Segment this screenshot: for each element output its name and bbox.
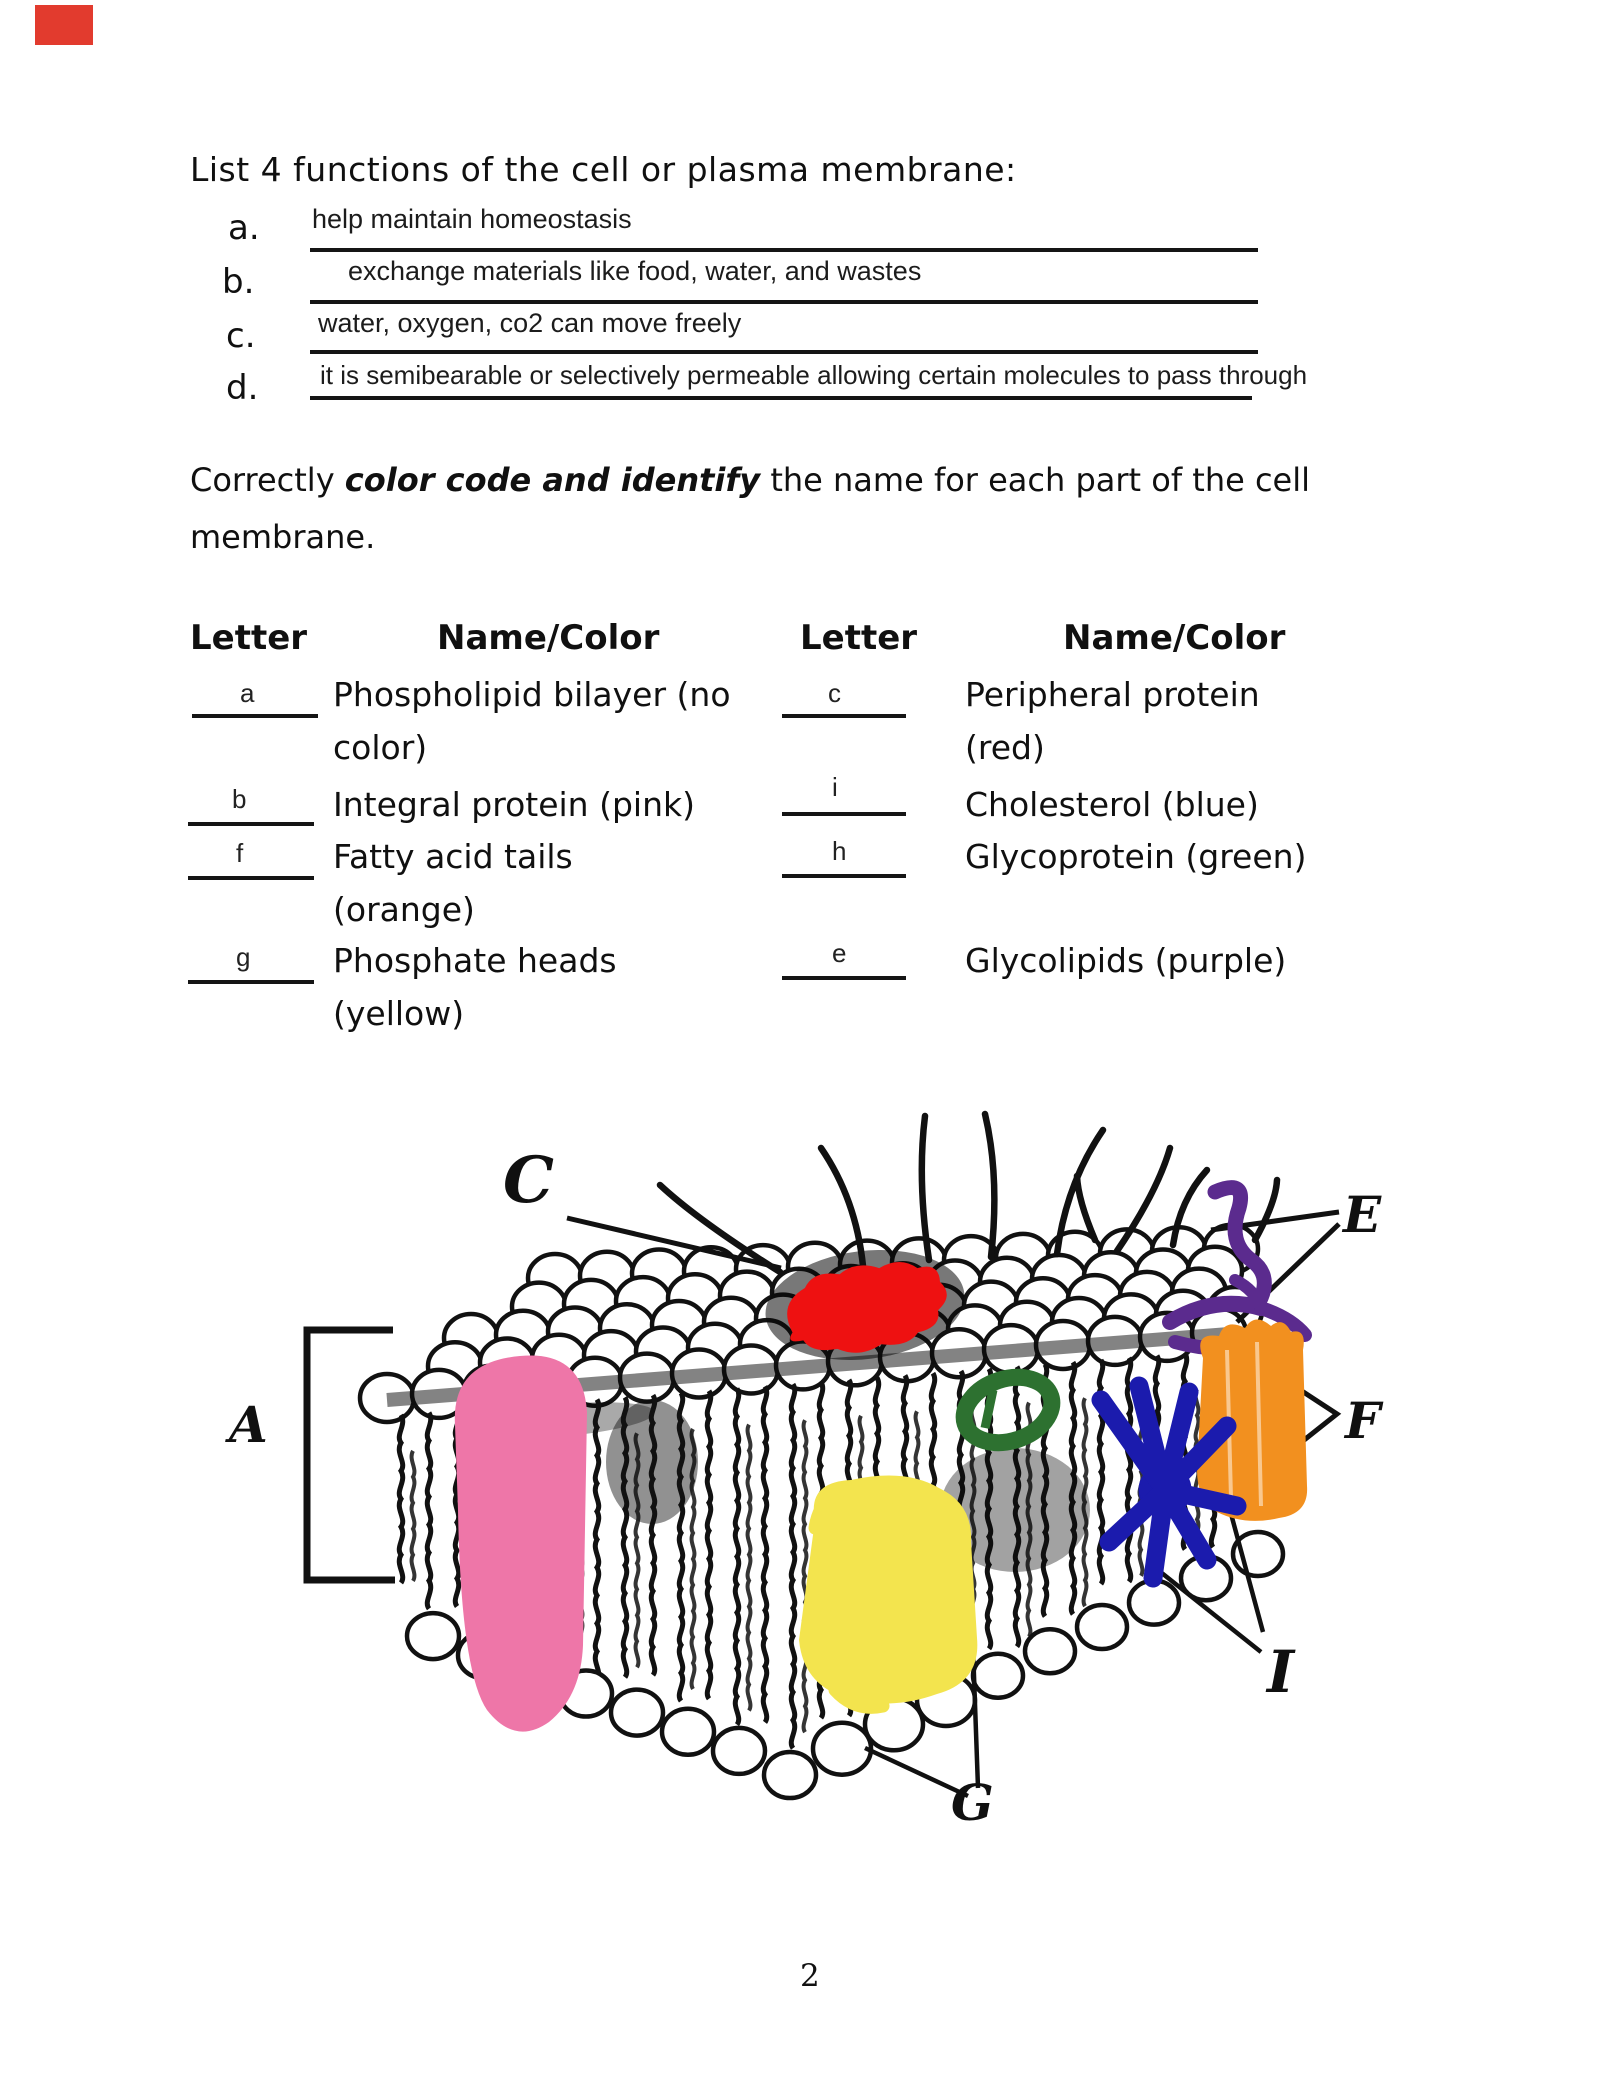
blank-letter-h: h bbox=[832, 836, 847, 866]
blank-line-a bbox=[192, 714, 318, 718]
blank-line-i bbox=[782, 812, 906, 816]
blank-letter-b: b bbox=[232, 784, 247, 814]
fatty-acid-orange-blob bbox=[1197, 1319, 1307, 1520]
membrane-diagram bbox=[215, 1090, 1455, 1850]
answer-a: help maintain homeostasis bbox=[312, 204, 632, 234]
blank-letter-c: c bbox=[828, 678, 841, 708]
instructions-suffix: the name for each part of the cell bbox=[760, 461, 1311, 499]
blank-letter-g: g bbox=[236, 942, 251, 972]
answer-line-a bbox=[310, 248, 1258, 252]
blank-letter-a: a bbox=[240, 678, 255, 708]
blank-line-h bbox=[782, 874, 906, 878]
left-row-4-name: Phosphate heads (yellow) bbox=[333, 941, 617, 1033]
right-row-2-name: Cholesterol (blue) bbox=[965, 785, 1259, 824]
instructions-paragraph bbox=[190, 452, 1480, 566]
blank-line-g bbox=[188, 980, 314, 984]
diagram-label-a: A bbox=[229, 1395, 268, 1454]
answer-d: it is semibearable or selectively permeable allowing certain molecules to pass through bbox=[320, 360, 1308, 390]
header-namecolor-left: Name/Color bbox=[437, 618, 660, 658]
blank-letter-e: e bbox=[832, 938, 847, 968]
blank-letter-i: i bbox=[832, 772, 838, 802]
answer-c: water, oxygen, co2 can move freely bbox=[318, 308, 742, 338]
item-label-b: b. bbox=[222, 262, 255, 302]
header-namecolor-right: Name/Color bbox=[1063, 618, 1286, 658]
diagram-label-c: C bbox=[503, 1143, 554, 1218]
diagram-label-f: F bbox=[1345, 1391, 1381, 1450]
blank-line-c bbox=[782, 714, 906, 718]
bracket-a bbox=[307, 1330, 395, 1580]
phosphate-head-yellow-blob bbox=[799, 1476, 977, 1708]
left-row-1-name: Phospholipid bilayer (no color) bbox=[333, 675, 731, 767]
header-letter-left: Letter bbox=[190, 618, 308, 658]
integral-protein-pink-blob bbox=[455, 1355, 587, 1731]
right-row-4-name: Glycolipids (purple) bbox=[965, 941, 1287, 980]
item-label-d: d. bbox=[226, 368, 259, 408]
corner-red-mark bbox=[35, 5, 93, 45]
right-row-3-name: Glycoprotein (green) bbox=[965, 837, 1307, 876]
item-label-a: a. bbox=[228, 208, 260, 248]
right-row-1-name: Peripheral protein (red) bbox=[965, 675, 1260, 767]
answer-b: exchange materials like food, water, and wastes bbox=[348, 256, 922, 286]
left-row-2-name: Integral protein (pink) bbox=[333, 785, 695, 824]
answer-line-c bbox=[310, 350, 1258, 354]
instructions-emphasis: color code and identify bbox=[344, 461, 761, 499]
left-row-3-name: Fatty acid tails (orange) bbox=[333, 837, 573, 929]
blank-line-e bbox=[782, 976, 906, 980]
instructions-line2: membrane. bbox=[190, 518, 376, 556]
diagram-label-g: G bbox=[951, 1773, 994, 1832]
functions-title: List 4 functions of the cell or plasma membrane: bbox=[190, 150, 1017, 189]
diagram-label-i: I bbox=[1267, 1638, 1295, 1706]
blank-line-b bbox=[188, 822, 314, 826]
item-label-c: c. bbox=[226, 316, 256, 356]
header-letter-right: Letter bbox=[800, 618, 918, 658]
page-number: 2 bbox=[800, 1958, 820, 1994]
answer-line-d bbox=[310, 396, 1252, 400]
instructions-prefix: Correctly bbox=[190, 461, 345, 499]
blank-letter-f: f bbox=[236, 838, 244, 868]
diagram-label-e: E bbox=[1343, 1185, 1382, 1244]
answer-line-b bbox=[310, 300, 1258, 304]
blank-line-f bbox=[188, 876, 314, 880]
